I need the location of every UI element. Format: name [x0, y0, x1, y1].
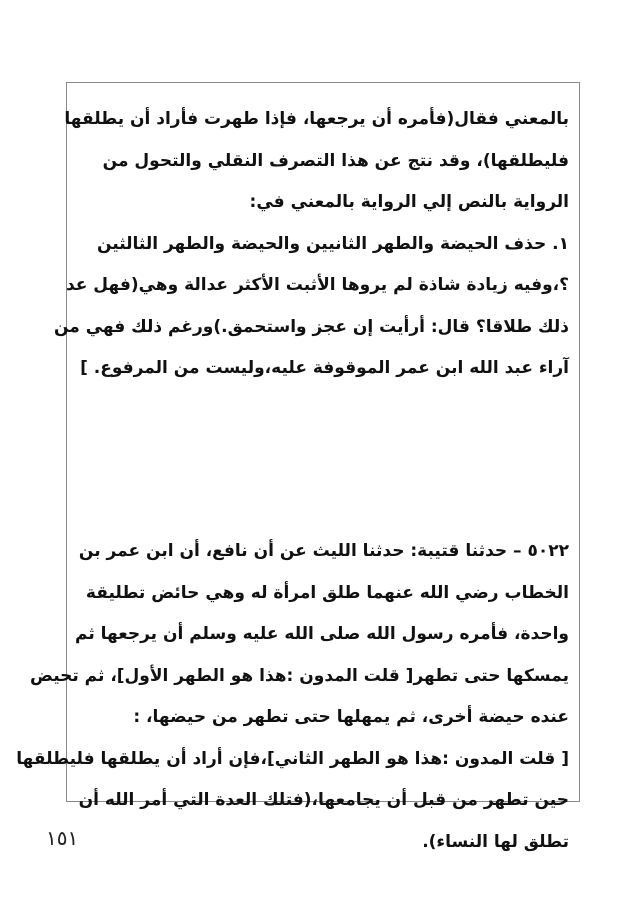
text-line: ٥٠٢٢ – حدثنا قتيبة: حدثنا الليث عن أن نافع، أن ابن عمر بن	[78, 541, 569, 561]
text-line: الخطاب رضي الله عنهما طلق امرأة له وهي حائض تطليقة	[85, 582, 569, 603]
text-line: يمسكها حتى تطهر[ قلت المدون :هذا هو الطهر الأول]، ثم تحيض	[30, 665, 569, 686]
text-line: آراء عبد الله ابن عمر الموقوفة عليه،وليست من المرفوع. ]	[80, 358, 569, 378]
text-line: تطلق لها النساء).	[422, 831, 569, 852]
text-line: حين تطهر من قبل أن يجامعها،(فتلك العدة التي أمر الله أن	[78, 790, 569, 810]
text-line: فليطلقها)، وقد نتج عن هذا التصرف النقلي والتحول من	[102, 150, 569, 171]
paragraph-commentary	[53, 99, 569, 390]
text-line: ذلك طلاقا؟ قال: أرأيت إن عجز واستحمق.)ورغم ذلك فهي من	[53, 316, 569, 337]
page-number: ١٥١	[46, 826, 79, 850]
text-line: الرواية بالنص إلي الرواية بالمعني في:	[249, 192, 569, 212]
text-line: [ قلت المدون :هذا هو الطهر الثاني]،فإن أراد أن يطلقها فليطلقها	[16, 748, 569, 769]
text-line: واحدة، فأمره رسول الله صلى الله عليه وسلم أن يرجعها ثم	[74, 624, 569, 644]
text-line: ؟،وفيه زيادة شاذة لم يروها الأثبت الأكثر عدالة وهي(فهل عد	[65, 275, 569, 295]
text-line: ١. حذف الحيضة والطهر الثانيين والحيضة والطهر الثالثين	[96, 233, 569, 254]
text-line: عنده حيضة أخرى، ثم يمهلها حتى تطهر من حيضها، :	[133, 707, 569, 727]
text-line: بالمعني فقال(فأمره أن يرجعها، فإذا طهرت فأراد أن يطلقها	[64, 109, 569, 129]
